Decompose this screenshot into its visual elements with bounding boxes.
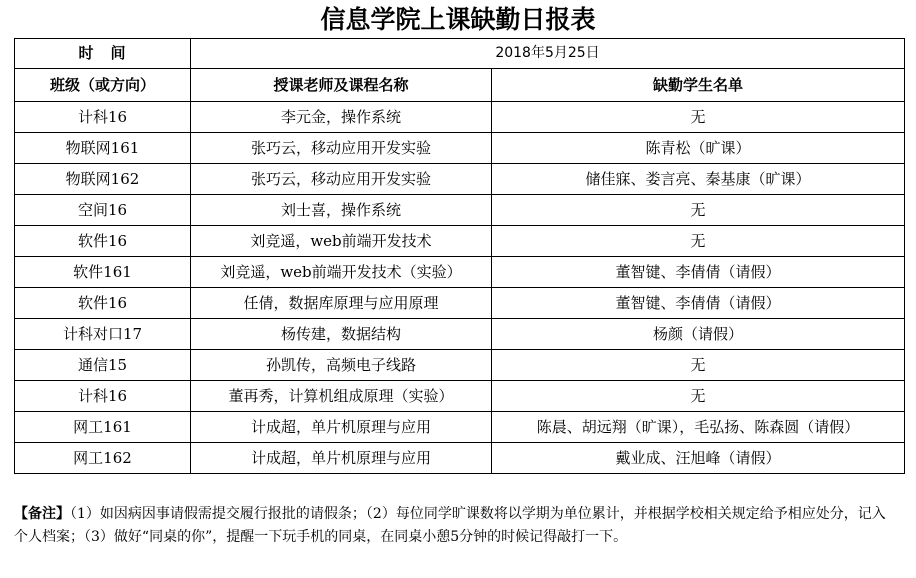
- cell-absent: 董智键、李倩倩（请假）: [492, 257, 905, 288]
- cell-class: 物联网161: [15, 133, 191, 164]
- cell-course: 刘士喜，操作系统: [191, 195, 492, 226]
- cell-class: 计科16: [15, 381, 191, 412]
- table-row: [15, 288, 905, 319]
- cell-course: 李元金，操作系统: [191, 102, 492, 133]
- cell-class: 软件161: [15, 257, 191, 288]
- table-row: [15, 257, 905, 288]
- cell-class: 物联网162: [15, 164, 191, 195]
- cell-course: 计成超，单片机原理与应用: [191, 443, 492, 474]
- cell-absent: 无: [492, 226, 905, 257]
- remarks-note: [14, 503, 898, 549]
- table-row: [15, 412, 905, 443]
- table-row: [15, 319, 905, 350]
- table-row: [15, 195, 905, 226]
- cell-class: 软件16: [15, 288, 191, 319]
- cell-absent: 戴业成、汪旭峰（请假）: [492, 443, 905, 474]
- remarks-text: （1）如因病因事请假需提交履行报批的请假条；（2）每位同学旷课数将以学期为单位累计，并根据学校相关规定给予相应处分，记入个人档案；（3）做好“同桌的你”，提醒一下玩手机的同桌，在同桌小憩5分钟的时候记得敲打一下。: [14, 506, 886, 545]
- cell-class: 通信15: [15, 350, 191, 381]
- header-row: [15, 69, 905, 102]
- cell-class: 计科对口17: [15, 319, 191, 350]
- cell-course: 董再秀，计算机组成原理（实验）: [191, 381, 492, 412]
- cell-absent: 陈青松（旷课）: [492, 133, 905, 164]
- cell-absent: 杨颜（请假）: [492, 319, 905, 350]
- cell-absent: 陈晨、胡远翔（旷课），毛弘扬、陈森圆（请假）: [492, 412, 905, 443]
- report-title: 信息学院上课缺勤日报表: [320, 5, 596, 34]
- table-row: [15, 133, 905, 164]
- cell-absent: 无: [492, 102, 905, 133]
- header-absent: 缺勤学生名单: [492, 69, 905, 102]
- table-row: [15, 381, 905, 412]
- cell-absent: 无: [492, 195, 905, 226]
- cell-course: 张巧云，移动应用开发实验: [191, 164, 492, 195]
- table-row: [15, 350, 905, 381]
- cell-class: 空间16: [15, 195, 191, 226]
- cell-course: 张巧云，移动应用开发实验: [191, 133, 492, 164]
- remarks-tag: 【备注】: [14, 506, 70, 522]
- table-row: [15, 102, 905, 133]
- absence-report-table: [14, 38, 905, 474]
- date-row: [15, 39, 905, 69]
- cell-absent: 无: [492, 381, 905, 412]
- cell-class: 网工162: [15, 443, 191, 474]
- date-label: 时 间: [15, 39, 191, 69]
- header-course: 授课老师及课程名称: [191, 69, 492, 102]
- cell-course: 刘竞遥，web前端开发技术（实验）: [191, 257, 492, 288]
- table-row: [15, 443, 905, 474]
- cell-course: 孙凯传，高频电子线路: [191, 350, 492, 381]
- cell-class: 软件16: [15, 226, 191, 257]
- cell-course: 杨传建，数据结构: [191, 319, 492, 350]
- cell-absent: 董智键、李倩倩（请假）: [492, 288, 905, 319]
- date-value: 2018年5月25日: [191, 39, 905, 69]
- cell-course: 任倩，数据库原理与应用原理: [191, 288, 492, 319]
- cell-course: 计成超，单片机原理与应用: [191, 412, 492, 443]
- cell-absent: 储佳寐、娄言亮、秦基康（旷课）: [492, 164, 905, 195]
- cell-class: 计科16: [15, 102, 191, 133]
- table-row: [15, 164, 905, 195]
- table-row: [15, 226, 905, 257]
- header-class: 班级（或方向）: [15, 69, 191, 102]
- cell-absent: 无: [492, 350, 905, 381]
- cell-class: 网工161: [15, 412, 191, 443]
- cell-course: 刘竞遥，web前端开发技术: [191, 226, 492, 257]
